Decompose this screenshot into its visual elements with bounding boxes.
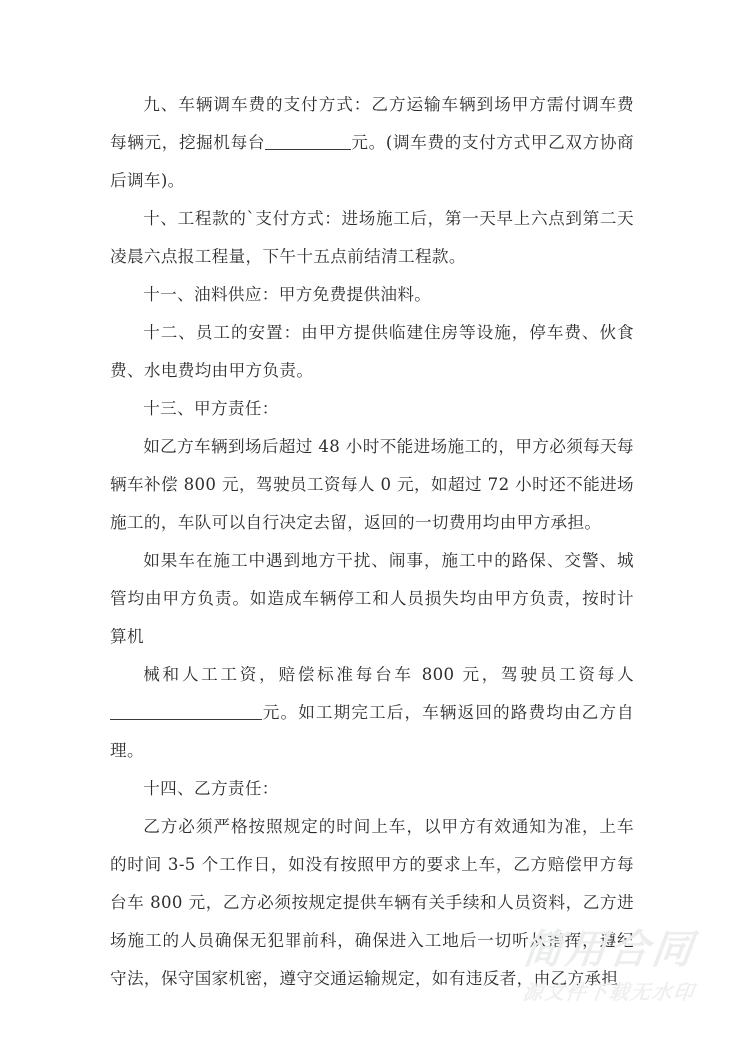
- paragraph-text: 十一、油料供应：甲方免费提供油料。: [143, 285, 432, 304]
- paragraph-text: 十四、乙方责任：: [143, 779, 279, 798]
- paragraph-text: 如乙方车辆到场后超过 48 小时不能进场施工的，甲方必须每天每辆车补偿 800 元，驾驶员工资每人 0 元，如超过 72 小时还不能进场施工的，车队可以自行决定去留，返回的一切费用均由甲方承担。: [110, 437, 634, 532]
- paragraph-article-thirteen-body-one: [110, 428, 634, 542]
- paragraph-article-nine: [110, 86, 634, 200]
- paragraph-text: 元。如工期完工后，车辆返回的路费均由乙方自理。: [110, 703, 634, 760]
- paragraph-text: 十二、员工的安置：由甲方提供临建住房等设施，停车费、伙食费、水电费均由甲方负责。: [110, 323, 634, 380]
- paragraph-text: 十三、甲方责任：: [143, 399, 279, 418]
- paragraph-article-thirteen-heading: [110, 390, 634, 428]
- watermark-subtitle-text: 源文件下载无水印: [521, 980, 697, 1004]
- paragraph-article-fourteen-body: [110, 808, 634, 998]
- paragraph-text: 元。(调车费的支付方式甲乙双方协商后调车)。: [110, 133, 634, 190]
- document-body: [110, 86, 634, 998]
- paragraph-article-fourteen-heading: [110, 770, 634, 808]
- paragraph-text: 乙方必须严格按照规定的时间上车，以甲方有效通知为准，上车的时间 3-5 个工作日，如没有按照甲方的要求上车，乙方赔偿甲方每台车 800 元，乙方必须按规定提供车辆有关手续和人员资料，乙方进场施工的人员确保无犯罪前科，确保进入工地后一切听从指挥，遵纪守法，保守国家机密，遵守交通运输规定，如有违反者，由乙方承担: [110, 817, 634, 988]
- paragraph-article-eleven: [110, 276, 634, 314]
- paragraph-text: 九、车辆调车费的支付方式：乙方运输车辆到场甲方需付调车费每辆元，挖掘机每台: [110, 95, 634, 152]
- fill-in-blank-dispatch-fee[interactable]: [265, 133, 351, 150]
- watermark-brand-text: 简用合同: [520, 927, 698, 973]
- paragraph-article-twelve: [110, 314, 634, 390]
- paragraph-text: 如果车在施工中遇到地方干扰、闹事，施工中的路保、交警、城管均由甲方负责。如造成车辆停工和人员损失均由甲方负责，按时计算机: [110, 551, 634, 646]
- fill-in-blank-driver-salary[interactable]: [110, 703, 262, 720]
- paragraph-text-stretched: 械和人工工资，赔偿标准每台车 800 元，驾驶员工资每人: [143, 665, 634, 684]
- paragraph-text: 十、工程款的`支付方式：进场施工后，第一天早上六点到第二天凌晨六点报工程量，下午十五点前结清工程款。: [110, 209, 634, 266]
- paragraph-article-ten: [110, 200, 634, 276]
- paragraph-article-thirteen-body-two: [110, 542, 634, 770]
